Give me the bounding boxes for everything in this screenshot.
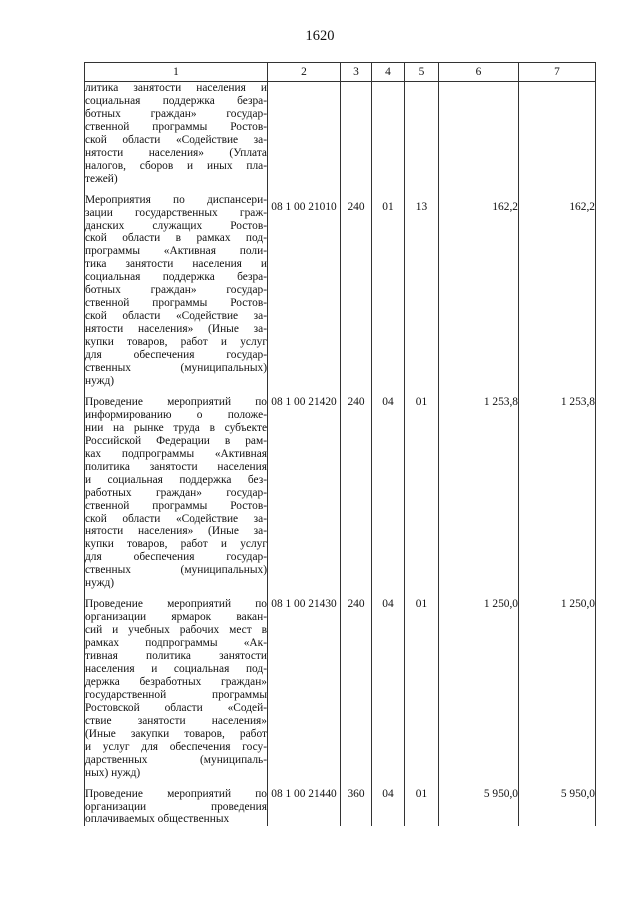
description-line: государственной программы: [85, 688, 267, 701]
section: [372, 82, 405, 193]
header-col-3: 3: [341, 63, 372, 82]
table-row: [85, 597, 596, 786]
header-col-4: 4: [372, 63, 405, 82]
description-line: тивная политика занятости: [85, 650, 267, 663]
row-description: [85, 787, 268, 827]
amount-year-2: 1 253,8: [519, 395, 596, 597]
description-line: для обеспечения государ-: [85, 551, 267, 564]
target-article-code: 08 1 00 21430: [268, 597, 341, 786]
description-line: ных) нужд): [85, 766, 141, 779]
header-col-1: 1: [85, 63, 268, 82]
description-line: Проведение мероприятий по: [85, 787, 267, 800]
page-number: 1620: [305, 28, 335, 44]
description-line: нятости населения» (Уплата: [85, 146, 267, 159]
table-row: [85, 82, 596, 193]
subsection: 13: [405, 193, 439, 395]
header-col-2: 2: [268, 63, 341, 82]
description-line: социальная поддержка безра-: [85, 94, 267, 107]
description-line: нятости населения» (Иные за-: [85, 323, 267, 336]
description-line: политика занятости населения: [85, 460, 267, 473]
description-line: налогов, сборов и иных пла-: [85, 159, 267, 172]
expense-type: 240: [341, 395, 372, 597]
description-line: купки товаров, работ и услуг: [85, 538, 267, 551]
description-line: организации ярмарок вакан-: [85, 611, 267, 624]
expense-type: 360: [341, 787, 372, 827]
subsection: 01: [405, 395, 439, 597]
expense-type: 240: [341, 193, 372, 395]
description-line: ственной программы Ростов-: [85, 499, 267, 512]
description-line: программы «Активная поли-: [85, 245, 267, 258]
description-line: для обеспечения государ-: [85, 349, 267, 362]
expense-type: 240: [341, 597, 372, 786]
target-article-code: 08 1 00 21010: [268, 193, 341, 395]
description-line: рамках подпрограммы «Ак-: [85, 637, 267, 650]
table-row: [85, 395, 596, 597]
row-description: [85, 193, 268, 395]
section: 04: [372, 787, 405, 827]
amount-year-1: 1 253,8: [439, 395, 519, 597]
description-line: и услуг для обеспечения госу-: [85, 740, 267, 753]
description-line: (Иные закупки товаров, работ: [85, 727, 267, 740]
description-line: Мероприятия по диспансери-: [85, 193, 267, 206]
amount-year-1: 5 950,0: [439, 787, 519, 827]
description-line: тежей): [85, 172, 118, 185]
description-line: ской области «Содействие за-: [85, 310, 267, 323]
description-line: Проведение мероприятий по: [85, 598, 267, 611]
description-line: информированию о положе-: [85, 408, 267, 421]
target-article-code: [268, 82, 341, 193]
description-line: ской области в рамках под-: [85, 232, 267, 245]
amount-year-2: [519, 82, 596, 193]
amount-year-1: 1 250,0: [439, 597, 519, 786]
description-line: ствие занятости населения»: [85, 714, 267, 727]
description-line: нужд): [85, 374, 115, 387]
description-line: социальная поддержка безра-: [85, 271, 267, 284]
table-row: [85, 787, 596, 827]
description-line: тика занятости населения и: [85, 258, 267, 271]
expense-type: [341, 82, 372, 193]
description-line: населения и социальная под-: [85, 662, 267, 675]
description-line: ственной программы Ростов-: [85, 297, 267, 310]
subsection: 01: [405, 787, 439, 827]
description-line: зации государственных граж-: [85, 206, 267, 219]
row-description: [85, 597, 268, 786]
subsection: [405, 82, 439, 193]
description-line: данских служащих Ростов-: [85, 219, 267, 232]
amount-year-2: 162,2: [519, 193, 596, 395]
target-article-code: 08 1 00 21440: [268, 787, 341, 827]
description-line: ственных (муниципальных): [85, 362, 267, 375]
amount-year-1: [439, 82, 519, 193]
description-line: организации проведения: [85, 800, 267, 813]
description-line: ской области «Содействие за-: [85, 512, 267, 525]
subsection: 01: [405, 597, 439, 786]
amount-year-1: 162,2: [439, 193, 519, 395]
description-line: Ростовской области «Содей-: [85, 701, 267, 714]
section: 01: [372, 193, 405, 395]
description-line: Российской Федерации в рам-: [85, 434, 267, 447]
table-row: [85, 193, 596, 395]
description-line: литика занятости населения и: [85, 82, 267, 94]
description-line: дарственных (муниципаль-: [85, 753, 267, 766]
description-line: работных граждан» государ-: [85, 486, 267, 499]
budget-table: [84, 62, 596, 826]
description-line: сий и учебных рабочих мест в: [85, 624, 267, 637]
description-line: нии на рынке труда в субъекте: [85, 421, 267, 434]
row-description: [85, 395, 268, 597]
header-row: [85, 63, 596, 82]
amount-year-2: 1 250,0: [519, 597, 596, 786]
description-line: ботных граждан» государ-: [85, 107, 267, 120]
row-description: [85, 82, 268, 193]
header-col-5: 5: [405, 63, 439, 82]
description-line: Проведение мероприятий по: [85, 395, 267, 408]
description-line: купки товаров, работ и услуг: [85, 336, 267, 349]
amount-year-2: 5 950,0: [519, 787, 596, 827]
description-line: ботных граждан» государ-: [85, 284, 267, 297]
section: 04: [372, 597, 405, 786]
description-line: ственной программы Ростов-: [85, 120, 267, 133]
target-article-code: 08 1 00 21420: [268, 395, 341, 597]
description-line: держка безработных граждан»: [85, 675, 267, 688]
description-line: нужд): [85, 577, 115, 590]
description-line: ственных (муниципальных): [85, 564, 267, 577]
header-col-7: 7: [519, 63, 596, 82]
description-line: ках подпрограммы «Активная: [85, 447, 267, 460]
description-line: ской области «Содействие за-: [85, 133, 267, 146]
header-col-6: 6: [439, 63, 519, 82]
section: 04: [372, 395, 405, 597]
description-line: нятости населения» (Иные за-: [85, 525, 267, 538]
description-line: оплачиваемых общественных: [85, 813, 230, 826]
description-line: и социальная поддержка без-: [85, 473, 267, 486]
